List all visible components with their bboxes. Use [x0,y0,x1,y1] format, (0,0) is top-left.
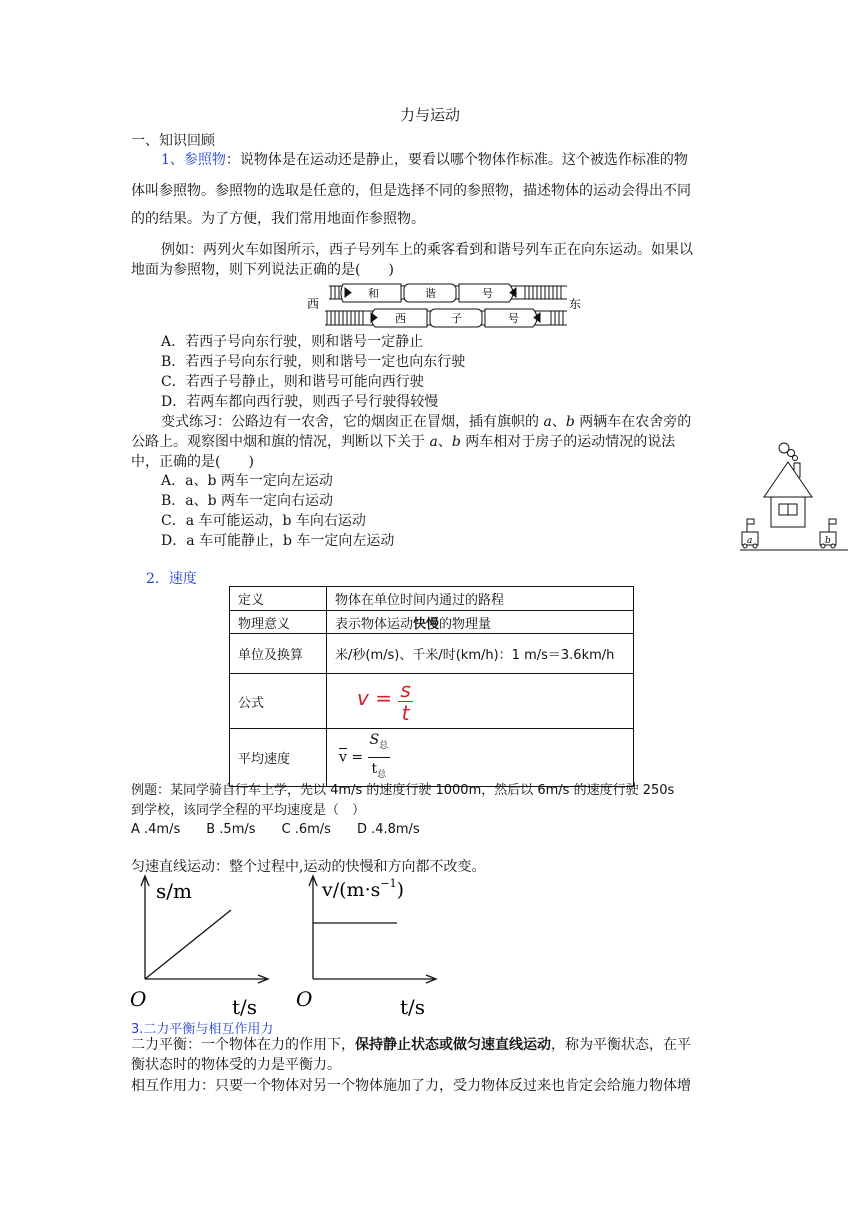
v-t-ylabel [321,877,404,901]
car-a-label: a [747,536,753,546]
variant-text: 、 [437,434,452,450]
train-top-car-3: 号 [482,287,493,300]
avg-t: t [371,760,378,777]
s-t-ylabel: s/m [156,879,192,903]
formula-equals: = [368,685,399,710]
meaning-text: 的物理量 [439,616,492,632]
balance-bold: 保持静止状态或做匀速直线运动 [355,1037,551,1053]
train-bottom-car-1: 西 [395,312,406,325]
meaning-label: 物理意义 [230,611,327,634]
variant-var-a: a [543,414,552,430]
example1-option-b: B．若西子号向东行驶，则和谐号一定也向东行驶 [161,354,466,370]
speed-table [229,586,634,787]
variant-var-b: b [451,434,461,450]
table-row [230,634,634,674]
v-t-xlabel: t/s [400,995,426,1019]
table-row [230,674,634,729]
variant-var-a: a [429,434,438,450]
section3-heading: 3.二力平衡与相互作用力 [131,1022,274,1037]
balance-line-2: 衡状态时的物体受的力是平衡力。 [131,1057,341,1073]
meaning-text: 表示物体运动 [335,616,414,632]
train-top-car-1: 和 [368,287,379,300]
east-label: 东 [569,297,582,311]
variant-option-d: D．a 车可能静止，b 车一定向左运动 [161,533,395,549]
variant-text: 公路上。观察图中烟和旗的情况，判断以下关于 [131,434,430,450]
v-t-ylabel-text: v/(m·s [322,879,381,901]
reference-paragraph-line-1 [161,145,688,176]
variant-question-line-3: 中，正确的是( ) [131,454,254,470]
avg-fraction [368,729,391,786]
avg-numerator [368,729,391,758]
speed-heading: 2．速度 [146,571,197,587]
uniform-motion-text: 匀速直线运动：整个过程中,运动的快慢和方向都不改变。 [131,859,486,875]
house-figure [738,440,850,556]
variant-option-b: B．a、b 两车一定向右运动 [161,493,334,509]
avg-s: S [369,732,380,748]
example1-question-line-2: 地面为参照物，则下列说法正确的是( ) [131,262,394,278]
reference-text-1: ：说物体是在运动还是静止，要看以哪个物体作标准。这个被选作标准的物 [225,152,688,168]
example2-options: A .4m/s B .5m/s C .6m/s D .4.8m/s [131,822,420,837]
meaning-value [327,611,634,634]
formula-v: v [357,685,369,710]
table-row [230,729,634,787]
formula-fraction [398,679,412,724]
formula-label: 公式 [230,674,327,729]
example1-option-c: C．若西子号静止，则和谐号可能向西行驶 [161,374,424,390]
reference-paragraph-line-3: 的的结果。为了方便，我们常用地面作参照物。 [131,211,425,227]
balance-line-1 [131,1035,691,1055]
page-title: 力与运动 [399,106,460,124]
avg-equals: = [346,749,368,766]
unit-label: 单位及换算 [230,634,327,674]
avg-s-sub: 总 [379,740,389,751]
average-speed-formula [327,729,634,787]
s-t-graph [128,872,278,1020]
example2-line-1: 例题：某同学骑自行车上学，先以 4m/s 的速度行驶 1000m，然后以 6m/s 的速度行驶 250s [131,783,675,798]
table-row [230,587,634,611]
variant-var-b: b [565,414,575,430]
meaning-bold: 快慢 [413,616,440,632]
formula-t: t [401,700,410,725]
s-t-origin: O [130,987,147,1011]
definition-value: 物体在单位时间内通过的路程 [327,587,634,611]
v-t-graph [296,872,446,1020]
variant-option-c: C．a 车可能运动，b 车向右运动 [161,513,366,529]
variant-text: 、 [551,414,566,430]
balance-text: 二力平衡：一个物体在力的作用下， [131,1037,355,1053]
car-b-label: b [825,536,831,546]
variant-question-line-1 [161,412,691,432]
variant-text: 变式练习：公路边有一农舍，它的烟囱正在冒烟，插有旗帜的 [161,414,544,430]
reference-paragraph-line-2: 体叫参照物。参照物的选取是任意的，但是选择不同的参照物，描述物体的运动会得出不同 [131,183,691,199]
train-figure [305,281,585,329]
v-t-origin: O [296,987,313,1011]
variant-text: 两辆车在农舍旁的 [574,414,692,430]
variant-question-line-2 [131,432,675,452]
interaction-line: 相互作用力：只要一个物体对另一个物体施加了力，受力物体反过来也肯定会给施力物体增 [131,1078,691,1094]
average-speed-label: 平均速度 [230,729,327,787]
unit-value: 米/秒(m/s)、千米/时(km/h)：1 m/s＝3.6km/h [327,634,634,674]
example1-question-line-1: 例如：两列火车如图所示，西子号列车上的乘客看到和谐号列车正在向东运动。如果以 [161,242,693,258]
example1-option-d: D．若两车都向西行驶，则西子号行驶得较慢 [161,394,439,410]
example2-line-2: 到学校，该同学全程的平均速度是（ ） [131,803,366,818]
train-top-car-2: 谐 [425,287,436,300]
table-row [230,611,634,634]
west-label: 西 [307,297,320,311]
definition-label: 定义 [230,587,327,611]
balance-text: ，称为平衡状态，在平 [551,1037,691,1053]
train-bottom-car-3: 号 [508,312,519,325]
train-bottom-car-2: 子 [451,312,462,325]
reference-label: 1、参照物 [161,152,226,168]
formula-value [327,674,634,729]
variant-option-a: A．a、b 两车一定向左运动 [161,473,333,489]
v-t-ylabel-sup: −1 [380,877,397,890]
avg-v: $\overline{v}$ [339,749,347,766]
formula-s: s [400,677,411,702]
avg-t-sub: 总 [377,769,387,780]
example1-option-a: A．若西子号向东行驶，则和谐号一定静止 [161,334,424,350]
section-heading-review: 一、知识回顾 [131,133,215,149]
s-t-xlabel: t/s [232,995,258,1019]
v-t-ylabel-close: ) [396,879,404,901]
variant-text: 两车相对于房子的运动情况的说法 [460,434,676,450]
